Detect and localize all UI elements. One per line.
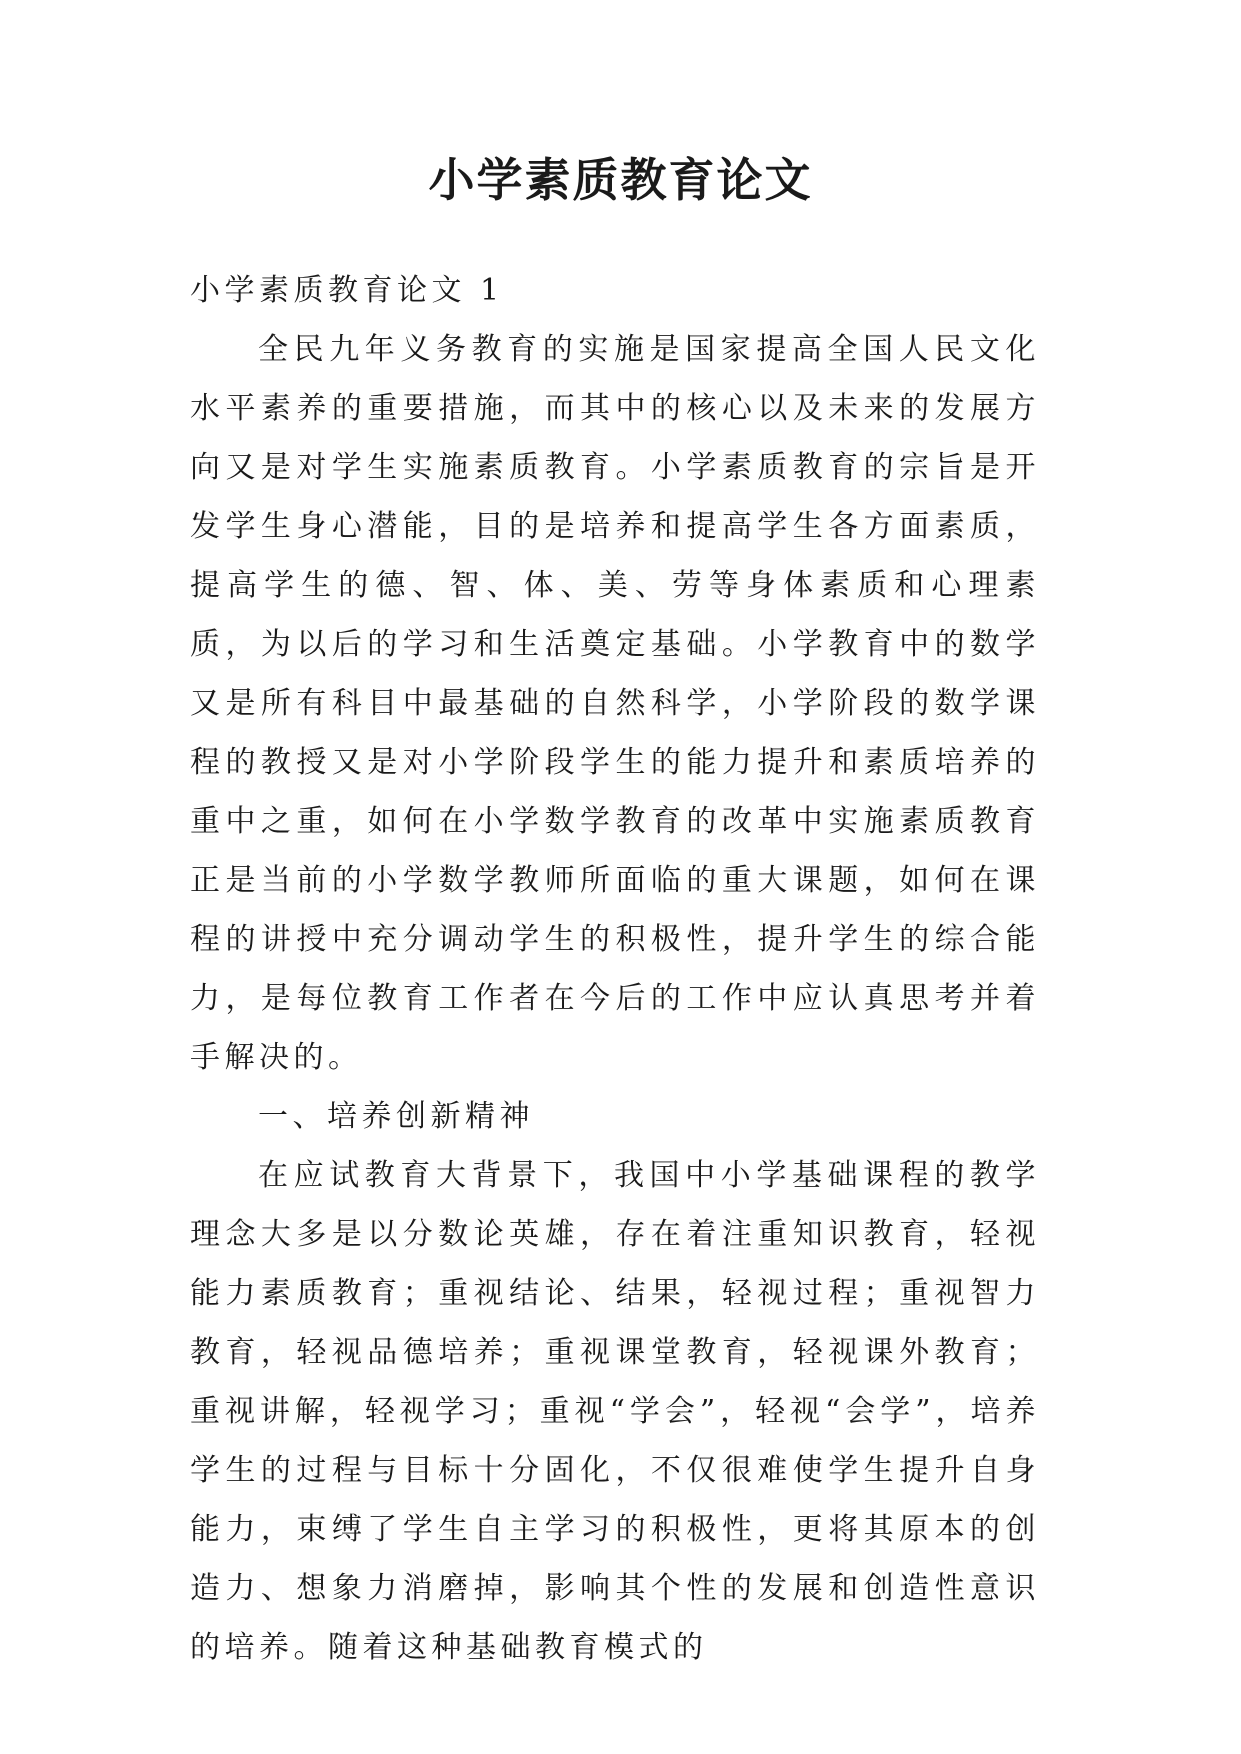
- document-body: [190, 261, 1040, 1677]
- document-title: 小学素质教育论文: [428, 153, 813, 207]
- section-subheading: 一、培养创新精神: [258, 1099, 534, 1134]
- paragraph-innovation: 在应试教育大背景下，我国中小学基础课程的教学理念大多是以分数论英雄，存在着注重知识教育，轻视能力素质教育；重视结论、结果，轻视过程；重视智力教育，轻视品德培养；重视课堂教育，轻视课外教育；重视讲解，轻视学习；重视“学会”，轻视“会学”，培养学生的过程与目标十分固化，不仅很难使学生提升自身能力，束缚了学生自主学习的积极性，更将其原本的创造力、想象力消磨掉，影响其个性的发展和创造性意识的培养。随着这种基础教育模式的: [190, 1158, 1040, 1665]
- section-heading: 小学素质教育论文 1: [190, 273, 504, 308]
- paragraph-intro: 全民九年义务教育的实施是国家提高全国人民文化水平素养的重要措施，而其中的核心以及未来的发展方向又是对学生实施素质教育。小学素质教育的宗旨是开发学生身心潜能，目的是培养和提高学生各方面素质，提高学生的德、智、体、美、劳等身体素质和心理素质，为以后的学习和生活奠定基础。小学教育中的数学又是所有科目中最基础的自然科学，小学阶段的数学课程的教授又是对小学阶段学生的能力提升和素质培养的重中之重，如何在小学数学教育的改革中实施素质教育正是当前的小学数学教师所面临的重大课题，如何在课程的讲授中充分调动学生的积极性，提升学生的综合能力，是每位教育工作者在今后的工作中应认真思考并着手解决的。: [190, 332, 1040, 1075]
